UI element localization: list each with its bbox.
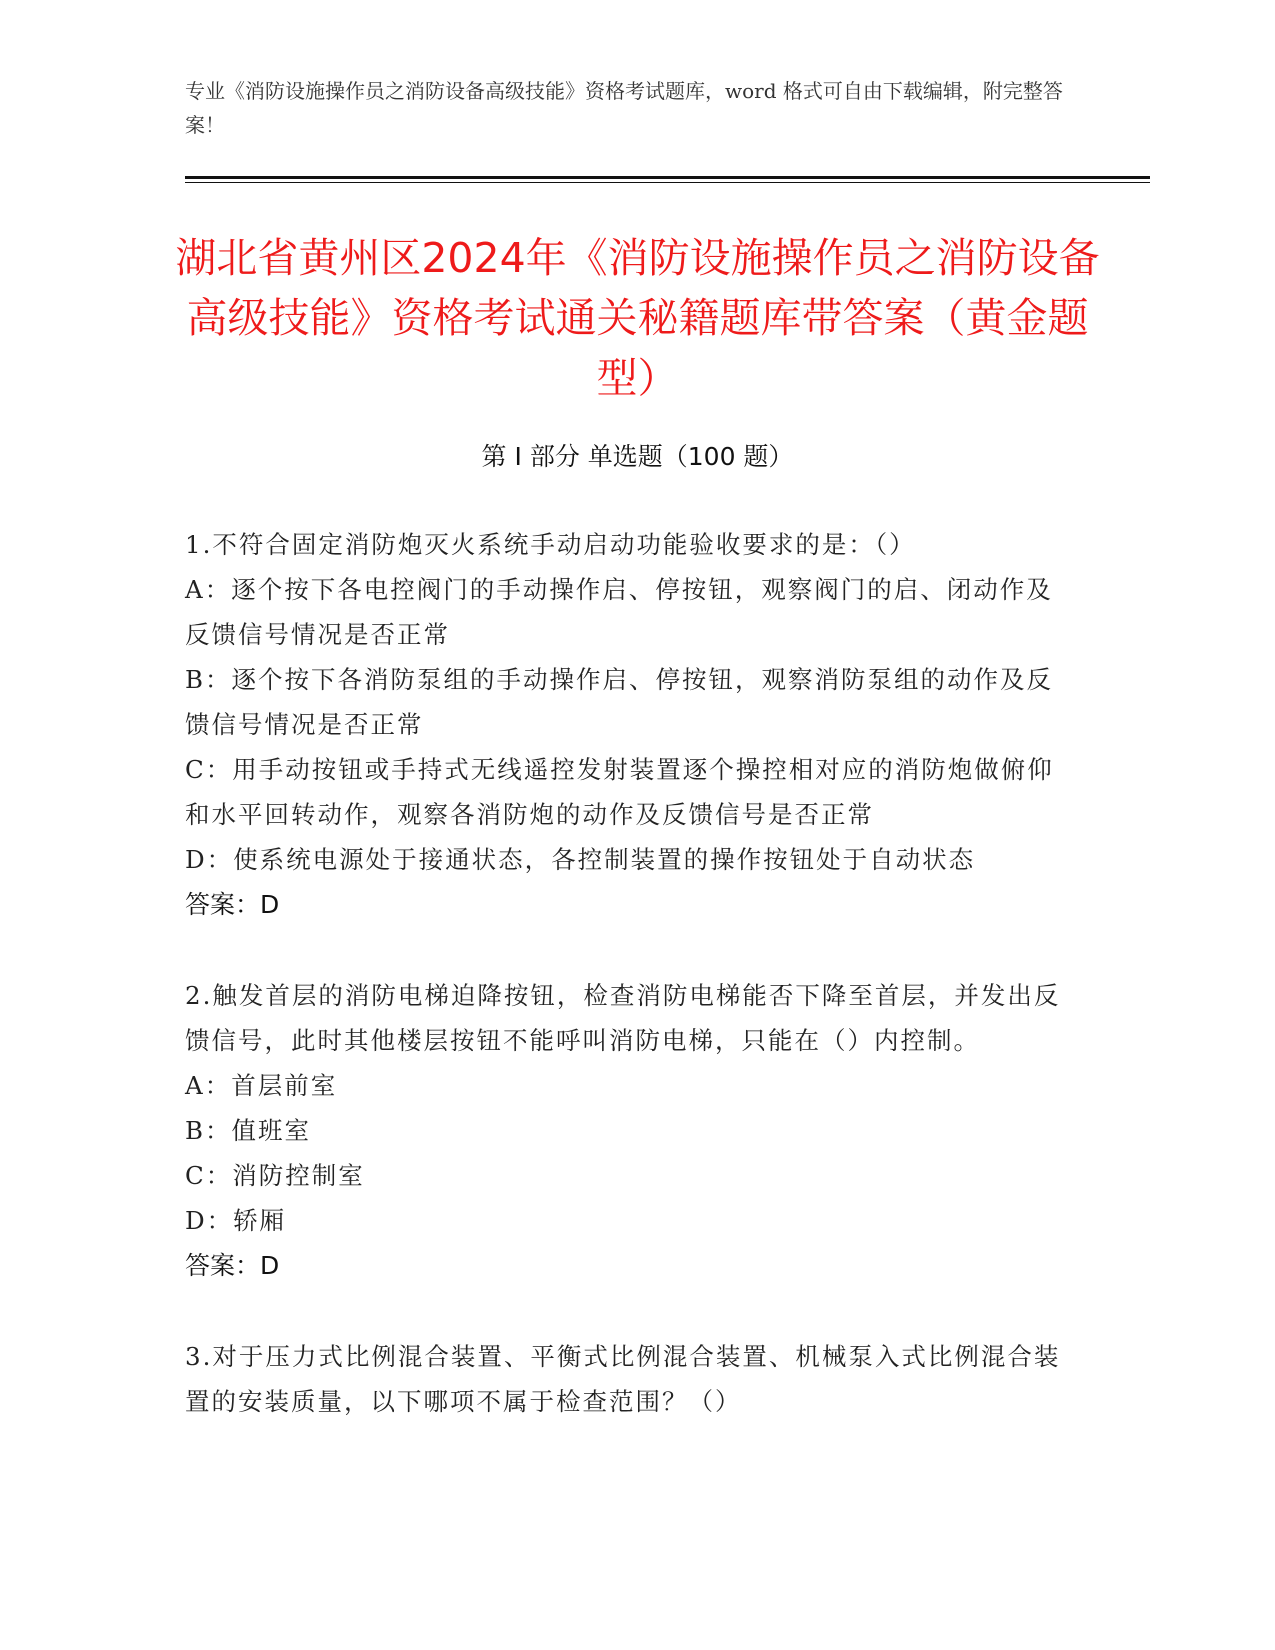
option-a: A：首层前室 <box>185 1071 338 1100</box>
question-list <box>185 522 1065 1470</box>
option-b: B：值班室 <box>185 1116 312 1145</box>
header-note: 专业《消防设施操作员之消防设备高级技能》资格考试题库，word 格式可自由下载编辑，附完整答案！ <box>185 79 1063 137</box>
question-stem: 2.触发首层的消防电梯迫降按钮，检查消防电梯能否下降至首层，并发出反馈信号，此时其他楼层按钮不能呼叫消防电梯，只能在（）内控制。 <box>185 981 1061 1055</box>
question-1 <box>185 522 1065 927</box>
section-title: 第 I 部分 单选题（100 题） <box>481 442 794 471</box>
option-b: B：逐个按下各消防泵组的手动操作启、停按钮，观察消防泵组的动作及反馈信号情况是否正常 <box>185 665 1054 739</box>
option-d: D：使系统电源处于接通状态，各控制装置的操作按钮处于自动状态 <box>185 845 976 874</box>
answer: 答案：D <box>185 890 280 919</box>
header-divider-thick <box>185 176 1150 179</box>
option-a: A：逐个按下各电控阀门的手动操作启、停按钮，观察阀门的启、闭动作及反馈信号情况是否正常 <box>185 575 1053 649</box>
question-stem: 3.对于压力式比例混合装置、平衡式比例混合装置、机械泵入式比例混合装置的安装质量，以下哪项不属于检查范围？（） <box>185 1342 1061 1416</box>
header-divider-thin <box>185 182 1150 183</box>
question-3 <box>185 1334 1065 1424</box>
option-c: C：消防控制室 <box>185 1161 365 1190</box>
answer: 答案：D <box>185 1251 280 1280</box>
question-stem: 1.不符合固定消防炮灭火系统手动启动功能验收要求的是：（） <box>185 530 916 559</box>
option-c: C：用手动按钮或手持式无线遥控发射装置逐个操控相对应的消防炮做俯仰和水平回转动作，观察各消防炮的动作及反馈信号是否正常 <box>185 755 1054 829</box>
document-title: 湖北省黄州区2024年《消防设施操作员之消防设备高级技能》资格考试通关秘籍题库带答案（黄金题型） <box>175 234 1100 402</box>
question-2 <box>185 973 1065 1288</box>
option-d: D：轿厢 <box>185 1206 287 1235</box>
